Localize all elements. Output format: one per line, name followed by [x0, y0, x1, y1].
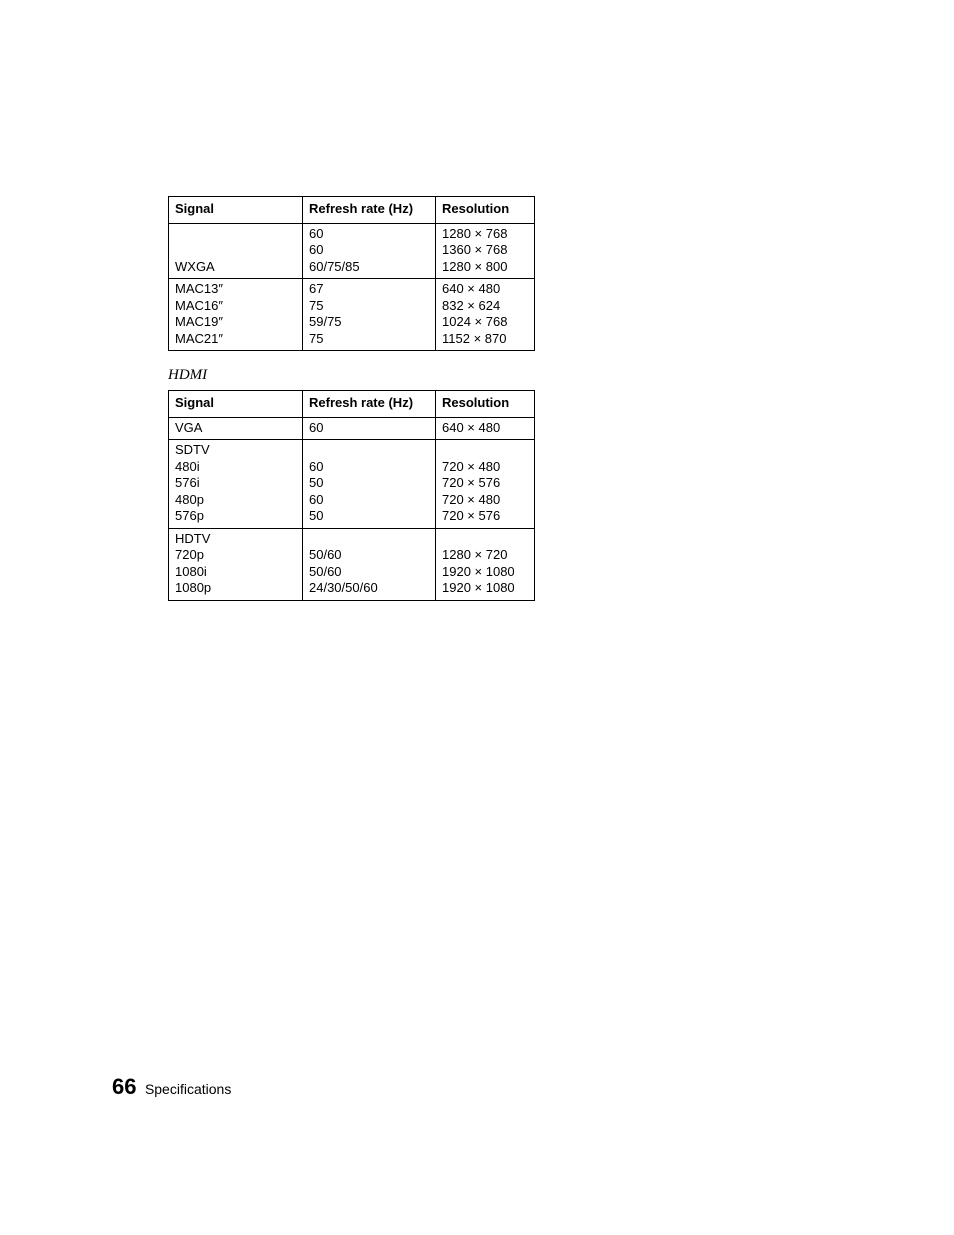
- cell-line: 720 × 576: [442, 475, 501, 490]
- cell-line: 1280 × 800: [442, 258, 508, 274]
- table-row: [169, 223, 535, 279]
- cell-line: 1360 × 768: [442, 242, 508, 257]
- cell-line: 720 × 480: [442, 458, 501, 474]
- resolution-cell: [436, 528, 535, 600]
- refresh-cell: [303, 528, 436, 600]
- cell-line: [175, 242, 297, 259]
- table-header-row: [169, 391, 535, 418]
- table-row: [169, 440, 535, 529]
- cell-line: 60: [309, 458, 324, 474]
- cell-line: 59/75: [309, 314, 342, 329]
- table-row: [169, 279, 535, 351]
- cell-line: 50: [309, 508, 324, 523]
- cell-line: 50/60: [309, 547, 342, 562]
- cell-line: [442, 531, 529, 548]
- page-number: 66: [112, 1074, 137, 1099]
- cell-line: 1280 × 720: [442, 547, 508, 562]
- cell-line: MAC19″: [175, 314, 223, 329]
- cell-line: [309, 531, 430, 548]
- header-refresh-rate: Refresh rate (Hz): [303, 391, 436, 418]
- cell-line: 60: [309, 491, 324, 507]
- table-row: [169, 528, 535, 600]
- cell-line: 1080p: [175, 580, 212, 595]
- cell-line: MAC16″: [175, 297, 223, 313]
- cell-line: 50/60: [309, 563, 342, 579]
- footer-section-label: Specifications: [144, 1081, 232, 1097]
- signal-cell: [169, 417, 303, 440]
- cell-line: [175, 226, 297, 243]
- cell-line: 480i: [175, 458, 200, 474]
- cell-line: 480p: [175, 491, 204, 507]
- resolution-cell: [436, 417, 535, 440]
- cell-line: 832 × 624: [442, 297, 501, 313]
- cell-line: 576p: [175, 508, 204, 523]
- resolution-cell: [436, 279, 535, 351]
- hdmi-signal-table: [168, 390, 535, 601]
- cell-line: HDTV: [175, 530, 211, 546]
- cell-line: MAC13″: [175, 281, 223, 296]
- cell-line: 1920 × 1080: [442, 580, 515, 595]
- cell-line: 75: [309, 297, 324, 313]
- cell-line: [442, 442, 529, 459]
- cell-line: 720 × 480: [442, 491, 501, 507]
- cell-line: 1280 × 768: [442, 225, 508, 241]
- cell-line: 1024 × 768: [442, 314, 508, 329]
- resolution-cell: [436, 223, 535, 279]
- cell-line: 1152 × 870: [442, 330, 507, 346]
- cell-line: 60: [309, 225, 324, 241]
- cell-line: 75: [309, 330, 324, 346]
- cell-line: 24/30/50/60: [309, 580, 378, 595]
- header-signal: Signal: [169, 197, 303, 224]
- cell-line: [309, 442, 430, 459]
- refresh-cell: [303, 417, 436, 440]
- cell-line: SDTV: [175, 442, 210, 457]
- header-signal: Signal: [169, 391, 303, 418]
- cell-line: 1080i: [175, 563, 207, 579]
- refresh-cell: [303, 223, 436, 279]
- signal-cell: [169, 223, 303, 279]
- cell-line: 720 × 576: [442, 508, 501, 523]
- table-row: [169, 417, 535, 440]
- cell-line: 60/75/85: [309, 258, 360, 274]
- cell-line: 50: [309, 475, 324, 490]
- cell-line: 720p: [175, 547, 204, 562]
- table-header-row: [169, 197, 535, 224]
- cell-line: 640 × 480: [442, 419, 501, 435]
- cell-line: 576i: [175, 475, 200, 490]
- page-footer: [112, 1074, 231, 1100]
- cell-line: 60: [309, 242, 324, 257]
- header-refresh-rate: Refresh rate (Hz): [303, 197, 436, 224]
- cell-line: VGA: [175, 419, 203, 435]
- cell-line: 60: [309, 419, 324, 435]
- signal-table: [168, 196, 535, 351]
- header-resolution: Resolution: [436, 391, 535, 418]
- signal-cell: [169, 528, 303, 600]
- refresh-cell: [303, 440, 436, 529]
- header-resolution: Resolution: [436, 197, 535, 224]
- cell-line: 67: [309, 281, 324, 296]
- signal-cell: [169, 279, 303, 351]
- refresh-cell: [303, 279, 436, 351]
- section-title-hdmi: HDMI: [168, 367, 208, 383]
- cell-line: 640 × 480: [442, 281, 501, 296]
- signal-cell: [169, 440, 303, 529]
- cell-line: MAC21″: [175, 330, 223, 346]
- cell-line: WXGA: [175, 258, 215, 274]
- resolution-cell: [436, 440, 535, 529]
- cell-line: 1920 × 1080: [442, 563, 515, 579]
